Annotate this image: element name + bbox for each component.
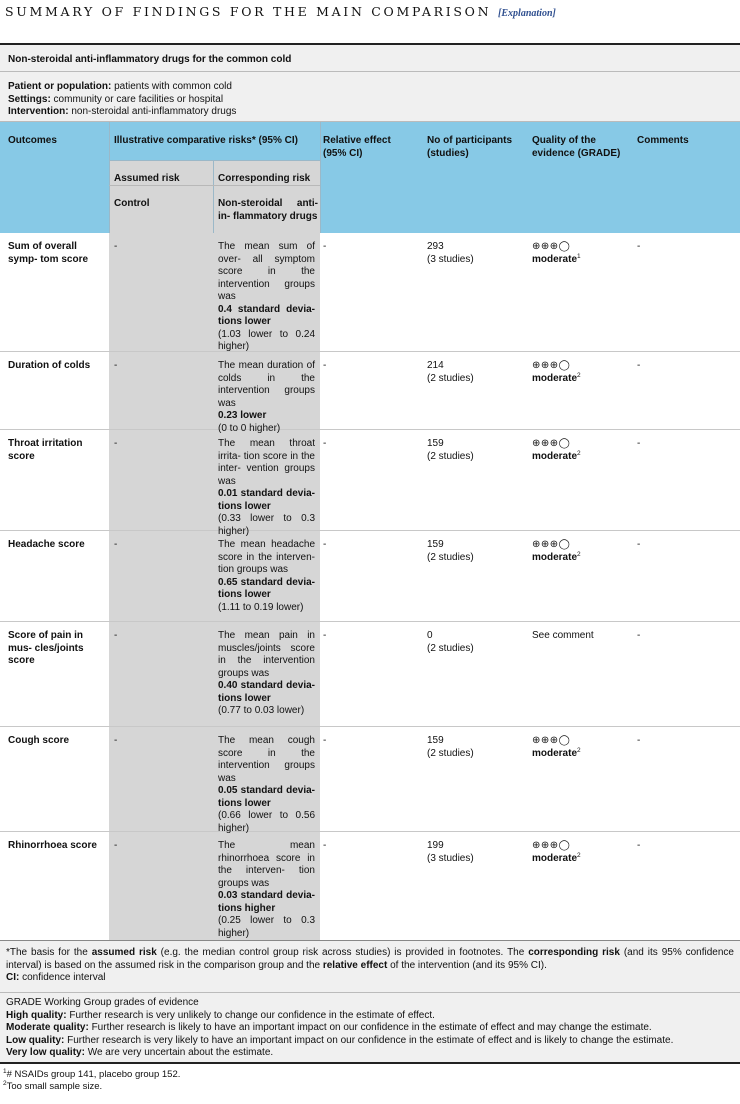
studies-count: (2 studies): [427, 551, 474, 563]
grade-symbol: ⊕⊕⊕◯: [532, 438, 571, 449]
quality-cell: [532, 360, 632, 385]
grade-footnote-mark: 1: [577, 252, 581, 260]
assumed-risk-cell: -: [114, 539, 118, 550]
outcome-cell: Score of pain in mus- cles/joints score: [8, 630, 84, 666]
grade-label: moderate: [532, 551, 578, 563]
corresponding-text: The mean cough score in the intervention groups was: [218, 735, 315, 784]
table-row: [0, 430, 740, 537]
corresponding-effect: 0.4 standard devia- tions lower: [218, 303, 315, 327]
table-row: [0, 233, 740, 352]
participants-count: 199: [427, 840, 444, 851]
corresponding-ci: (0.25 lower to 0.3 higher): [218, 915, 315, 939]
participants-count: 159: [427, 735, 444, 746]
population-line: [8, 81, 740, 94]
participants-count: 0: [427, 630, 433, 641]
intervention-line: [8, 106, 740, 119]
corresponding-ci: (0 to 0 higher): [218, 422, 281, 434]
grade-label: moderate: [532, 747, 578, 759]
corresponding-effect: 0.40 standard devia- tions lower: [218, 680, 315, 704]
population-label: Patient or population:: [8, 81, 112, 92]
explanation-link[interactable]: [Explanation]: [498, 8, 556, 19]
corresponding-ci: (0.66 lower to 0.56 higher): [218, 810, 315, 834]
grade-label: moderate: [532, 852, 578, 864]
relative-effect-cell: -: [323, 630, 327, 641]
comments-cell: -: [637, 241, 641, 252]
header-divider: [109, 160, 320, 161]
participants-count: 159: [427, 539, 444, 550]
assumed-risk-footnote: [0, 940, 740, 992]
ci-text: confidence interval: [19, 972, 106, 983]
studies-count: (2 studies): [427, 372, 474, 384]
quality-cell: [532, 735, 632, 760]
participants-count: 214: [427, 360, 444, 371]
corresponding-risk-cell: [218, 539, 315, 614]
comments-cell: -: [637, 630, 641, 641]
grade-symbol: ⊕⊕⊕◯: [532, 360, 571, 371]
participants-cell: [427, 735, 527, 760]
note-mark: 2: [3, 1080, 7, 1087]
settings-label: Settings:: [8, 93, 51, 105]
relative-effect-cell: -: [323, 241, 327, 252]
outcome-cell: Sum of overall symp- tom score: [8, 241, 89, 265]
header-quality: Quality of the evidence (GRADE): [532, 135, 621, 159]
grade-definitions-title: GRADE Working Group grades of evidence: [6, 997, 199, 1008]
participants-cell: [427, 360, 527, 385]
assumed-risk-cell: -: [114, 735, 118, 746]
corresponding-effect: 0.23 lower: [218, 410, 267, 421]
intervention-label: Intervention:: [8, 106, 69, 117]
corresponding-risk-cell: [218, 735, 315, 835]
corresponding-effect: 0.65 standard devia- tions lower: [218, 576, 315, 600]
studies-count: (2 studies): [427, 450, 474, 462]
quality-cell: [532, 438, 632, 463]
comments-cell: -: [637, 360, 641, 371]
table-row: [0, 622, 740, 727]
table-row: [0, 727, 740, 832]
grade-definition-text: We are very uncertain about the estimate.: [84, 1047, 274, 1058]
relative-effect-cell: -: [323, 438, 327, 449]
note-mark: 1: [3, 1068, 7, 1075]
corresponding-risk-cell: [218, 241, 315, 354]
quality-cell: [532, 630, 632, 643]
assumed-risk-cell: -: [114, 630, 118, 641]
studies-count: (3 studies): [427, 253, 474, 265]
header-assumed-risk: Assumed risk: [114, 173, 180, 184]
grade-label: See comment: [532, 630, 594, 641]
header-divider: [213, 160, 214, 233]
outcome-cell: Headache score: [8, 539, 85, 550]
section-heading: [5, 4, 556, 22]
participants-cell: [427, 630, 527, 655]
table-title: Non-steroidal anti-inflammatory drugs for the common cold: [0, 45, 740, 72]
participants-cell: [427, 840, 527, 865]
corresponding-effect: 0.01 standard devia- tions lower: [218, 488, 315, 512]
corresponding-risk-cell: [218, 360, 315, 435]
ci-definition: [6, 972, 734, 985]
footnote-text: of the intervention (and its 95% CI).: [387, 959, 547, 971]
grade-definition-label: Very low quality:: [6, 1047, 85, 1058]
population-value: patients with common cold: [111, 81, 232, 92]
table-row: [0, 352, 740, 434]
grade-definition-label: Moderate quality:: [6, 1022, 89, 1033]
outcome-cell: Throat irritation score: [8, 438, 83, 462]
header-divider: [320, 122, 321, 233]
note-item: [3, 1069, 180, 1081]
outcome-cell: Cough score: [8, 735, 70, 746]
footnote-paragraph: [6, 947, 734, 972]
grade-symbol: ⊕⊕⊕◯: [532, 735, 571, 746]
comments-cell: -: [637, 539, 641, 550]
outcome-cell: Duration of colds: [8, 360, 91, 371]
header-outcomes: Outcomes: [8, 135, 57, 146]
footnote-text: (e.g. the median control group risk across studies) is provided in footnotes. The: [156, 947, 529, 958]
participants-cell: [427, 539, 527, 564]
grade-definition: [6, 1022, 734, 1035]
corresponding-text: The mean duration of colds in the intervention groups was: [218, 360, 315, 409]
quality-cell: [532, 539, 632, 564]
relative-effect-cell: -: [323, 840, 327, 851]
comments-cell: -: [637, 840, 641, 851]
grade-definition-text: Further research is very unlikely to change our confidence in the estimate of effect.: [66, 1009, 435, 1021]
assumed-risk-cell: -: [114, 241, 118, 252]
grade-definition-label: Low quality:: [6, 1034, 65, 1046]
comments-cell: -: [637, 735, 641, 746]
grade-footnote-mark: 2: [577, 851, 581, 859]
note-item: [3, 1081, 180, 1093]
studies-count: (2 studies): [427, 747, 474, 759]
table-row: [0, 531, 740, 622]
header-participants: No of participants (studies): [427, 135, 513, 159]
footnote-term: corresponding risk: [528, 947, 620, 958]
header-relative-effect: Relative effect (95% CI): [323, 135, 391, 159]
header-corresponding-risk: Corresponding risk: [218, 173, 311, 184]
corresponding-text: The mean pain in muscles/joints score in the intervention groups was: [218, 630, 315, 679]
header-intervention-group: Non-steroidal anti-in- flammatory drugs: [218, 198, 318, 222]
quality-cell: [532, 840, 632, 865]
grade-symbol: ⊕⊕⊕◯: [532, 539, 571, 550]
section-title: SUMMARY OF FINDINGS FOR THE MAIN COMPARISON: [5, 4, 492, 19]
footnote-term: relative effect: [322, 959, 388, 971]
corresponding-text: The mean rhinorrhoea score in the interven- tion groups was: [218, 840, 315, 889]
grade-symbol: ⊕⊕⊕◯: [532, 840, 571, 851]
quality-cell: [532, 241, 632, 266]
grade-label: moderate: [532, 450, 578, 462]
table-notes: [3, 1069, 180, 1093]
grade-definition: [6, 1010, 734, 1023]
grade-definition: [6, 1047, 734, 1060]
assumed-risk-cell: -: [114, 438, 118, 449]
relative-effect-cell: -: [323, 360, 327, 371]
settings-value: community or care facilities or hospital: [50, 93, 224, 105]
outcome-cell: Rhinorrhoea score: [8, 840, 97, 851]
grade-symbol: ⊕⊕⊕◯: [532, 241, 571, 252]
participants-count: 159: [427, 438, 444, 449]
grade-footnote-mark: 2: [577, 449, 581, 457]
grade-definition-text: Further research is very likely to have an important impact on our confidence in the estimate of effect and is likely to change the estimate.: [64, 1034, 674, 1046]
header-control: Control: [114, 198, 150, 209]
corresponding-risk-cell: [218, 840, 315, 940]
table-header: [0, 122, 740, 233]
grade-label: moderate: [532, 372, 578, 384]
header-illustrative-risks: Illustrative comparative risks* (95% CI): [114, 135, 298, 146]
participants-count: 293: [427, 241, 444, 252]
footnote-term: assumed risk: [91, 947, 157, 958]
grade-footnote-mark: 2: [577, 550, 581, 558]
corresponding-ci: (0.77 to 0.03 lower): [218, 705, 305, 716]
participants-cell: [427, 241, 527, 266]
corresponding-risk-cell: [218, 630, 315, 718]
corresponding-text: The mean headache score in the interven- tion groups was: [218, 539, 315, 575]
grade-definition: [6, 1035, 734, 1048]
corresponding-ci: (1.11 to 0.19 lower): [218, 601, 304, 613]
studies-count: (3 studies): [427, 852, 474, 864]
note-text: Too small sample size.: [6, 1081, 103, 1092]
corresponding-ci: (0.33 lower to 0.3 higher): [218, 513, 315, 537]
corresponding-text: The mean throat irrita- tion score in the inter- vention groups was: [218, 438, 315, 487]
ci-label: CI:: [6, 972, 20, 983]
studies-count: (2 studies): [427, 642, 474, 654]
relative-effect-cell: -: [323, 539, 327, 550]
grade-definition-label: High quality:: [6, 1009, 67, 1021]
grade-definitions: [0, 992, 740, 1064]
corresponding-ci: (1.03 lower to 0.24 higher): [218, 328, 315, 352]
footnote-text: (and its 95% confidence interval) is based on the assumed risk in the comparison group and the: [6, 947, 734, 971]
corresponding-effect: 0.03 standard devia- tions higher: [218, 890, 315, 914]
settings-line: [8, 94, 740, 107]
comments-cell: -: [637, 438, 641, 449]
grade-definition-text: Further research is likely to have an important impact on our confidence in the estimate of effect and may change the estimate.: [88, 1022, 652, 1033]
corresponding-text: The mean sum of over- all symptom score in the intervention groups was: [218, 241, 315, 302]
grade-footnote-mark: 2: [577, 371, 581, 379]
grade-footnote-mark: 2: [577, 746, 581, 754]
note-text: # NSAIDs group 141, placebo group 152.: [6, 1069, 181, 1080]
table-row: [0, 832, 740, 940]
assumed-risk-cell: -: [114, 360, 118, 371]
grade-label: moderate: [532, 253, 578, 265]
assumed-risk-cell: -: [114, 840, 118, 851]
intervention-value: non-steroidal anti-inflammatory drugs: [68, 106, 237, 117]
footnote-text: *The basis for the: [6, 947, 92, 958]
corresponding-risk-cell: [218, 438, 315, 538]
relative-effect-cell: -: [323, 735, 327, 746]
population-box: [0, 72, 740, 122]
participants-cell: [427, 438, 527, 463]
header-divider: [109, 122, 110, 233]
corresponding-effect: 0.05 standard devia- tions lower: [218, 785, 315, 809]
header-comments: Comments: [637, 135, 689, 146]
